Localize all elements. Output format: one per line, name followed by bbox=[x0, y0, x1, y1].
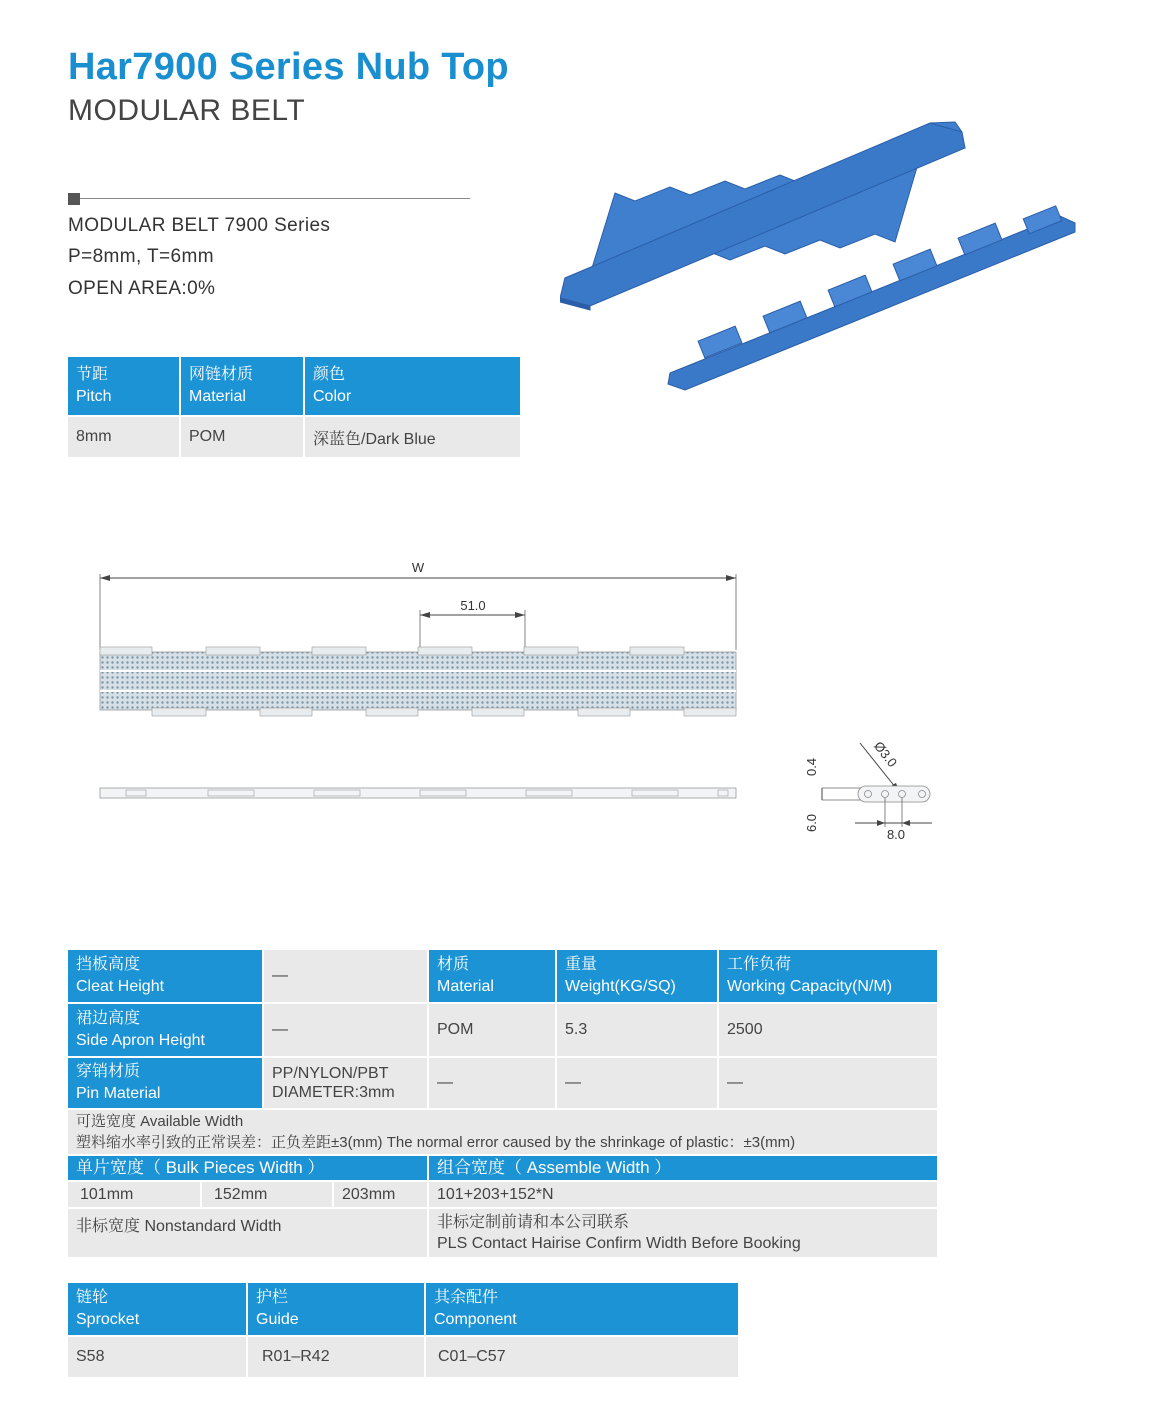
accessories-table bbox=[66, 1281, 740, 1379]
value-material-2: POM bbox=[429, 1004, 555, 1056]
header-weight: 重量 Weight(KG/SQ) bbox=[557, 950, 717, 1002]
dim-6-0-label: 6.0 bbox=[804, 813, 819, 833]
header-color: 颜色 Color bbox=[305, 357, 520, 415]
dim-0-4-label: 0.4 bbox=[804, 757, 819, 777]
value-component: C01–C57 bbox=[426, 1337, 738, 1377]
header-sprocket: 链轮 Sprocket bbox=[68, 1283, 246, 1335]
spec-table-basic bbox=[66, 355, 522, 459]
value-side-apron-height: — bbox=[264, 1004, 427, 1056]
value-pin-weight-col: — bbox=[557, 1058, 717, 1108]
section-divider bbox=[80, 198, 470, 199]
bulk-width-203: 203mm bbox=[332, 1182, 395, 1207]
header-pin-material: 穿销材质 Pin Material bbox=[68, 1058, 262, 1108]
value-sprocket: S58 bbox=[68, 1337, 246, 1377]
header-working-capacity: 工作负荷 Working Capacity(N/M) bbox=[719, 950, 937, 1002]
value-pin-material: PP/NYLON/PBT DIAMETER:3mm bbox=[264, 1058, 427, 1108]
value-pin-material-col: — bbox=[429, 1058, 555, 1108]
belt-product-image bbox=[560, 118, 1090, 398]
header-material-2: 材质 Material bbox=[429, 950, 555, 1002]
value-working-capacity: 2500 bbox=[719, 1004, 937, 1056]
header-side-apron-height: 裙边高度 Side Apron Height bbox=[68, 1004, 262, 1056]
belt-side-view-drawing bbox=[100, 788, 736, 798]
value-guide: R01–R42 bbox=[248, 1337, 424, 1377]
header-pitch: 节距 Pitch bbox=[68, 357, 179, 415]
dim-8-0-label: 8.0 bbox=[886, 827, 906, 842]
bulk-widths-row bbox=[68, 1182, 427, 1207]
dim-diameter-label: Ø3.0 bbox=[870, 738, 901, 770]
assemble-width-value: 101+203+152*N bbox=[429, 1182, 937, 1207]
spec-series: MODULAR BELT 7900 Series bbox=[68, 215, 331, 236]
bulk-width-101: 101mm bbox=[80, 1185, 134, 1203]
value-pitch: 8mm bbox=[68, 417, 179, 457]
section-marker bbox=[68, 193, 80, 205]
available-width-note: 可选宽度 Available Width 塑料缩水率引致的正常误差：正负差距±3(mm) The normal error caused by the shrinkage of plastic：±3(mm) bbox=[68, 1110, 937, 1154]
header-cleat-height: 挡板高度 Cleat Height bbox=[68, 950, 262, 1002]
nonstandard-width-note: 非标定制前请和本公司联系 PLS Contact Hairise Confirm Width Before Booking bbox=[429, 1209, 937, 1257]
page-subtitle: MODULAR BELT bbox=[68, 94, 306, 127]
value-material: POM bbox=[181, 417, 303, 457]
header-component: 其余配件 Component bbox=[426, 1283, 738, 1335]
header-guide: 护栏 Guide bbox=[248, 1283, 424, 1335]
belt-technical-drawing bbox=[90, 560, 750, 810]
width-label: W bbox=[411, 560, 425, 575]
header-material: 网链材质 Material bbox=[181, 357, 303, 415]
pin-profile-drawing bbox=[800, 735, 945, 845]
nonstandard-width-label: 非标宽度 Nonstandard Width bbox=[68, 1209, 427, 1257]
value-pin-capacity-col: — bbox=[719, 1058, 937, 1108]
value-cleat-height: — bbox=[264, 950, 427, 1002]
spec-pitch-thickness: P=8mm, T=6mm bbox=[68, 246, 214, 267]
value-weight: 5.3 bbox=[557, 1004, 717, 1056]
value-color: 深蓝色/Dark Blue bbox=[305, 417, 520, 457]
header-assemble-width: 组合宽度（ Assemble Width ） bbox=[429, 1156, 937, 1180]
spec-open-area: OPEN AREA:0% bbox=[68, 278, 216, 299]
page-title: Har7900 Series Nub Top bbox=[68, 46, 509, 88]
belt-plan-view bbox=[100, 652, 736, 710]
bulk-width-152: 152mm bbox=[200, 1182, 332, 1207]
header-bulk-pieces-width: 单片宽度（ Bulk Pieces Width ） bbox=[68, 1156, 427, 1180]
spec-table-detail bbox=[66, 948, 939, 1259]
pitch-dimension-label: 51.0 bbox=[460, 598, 486, 613]
